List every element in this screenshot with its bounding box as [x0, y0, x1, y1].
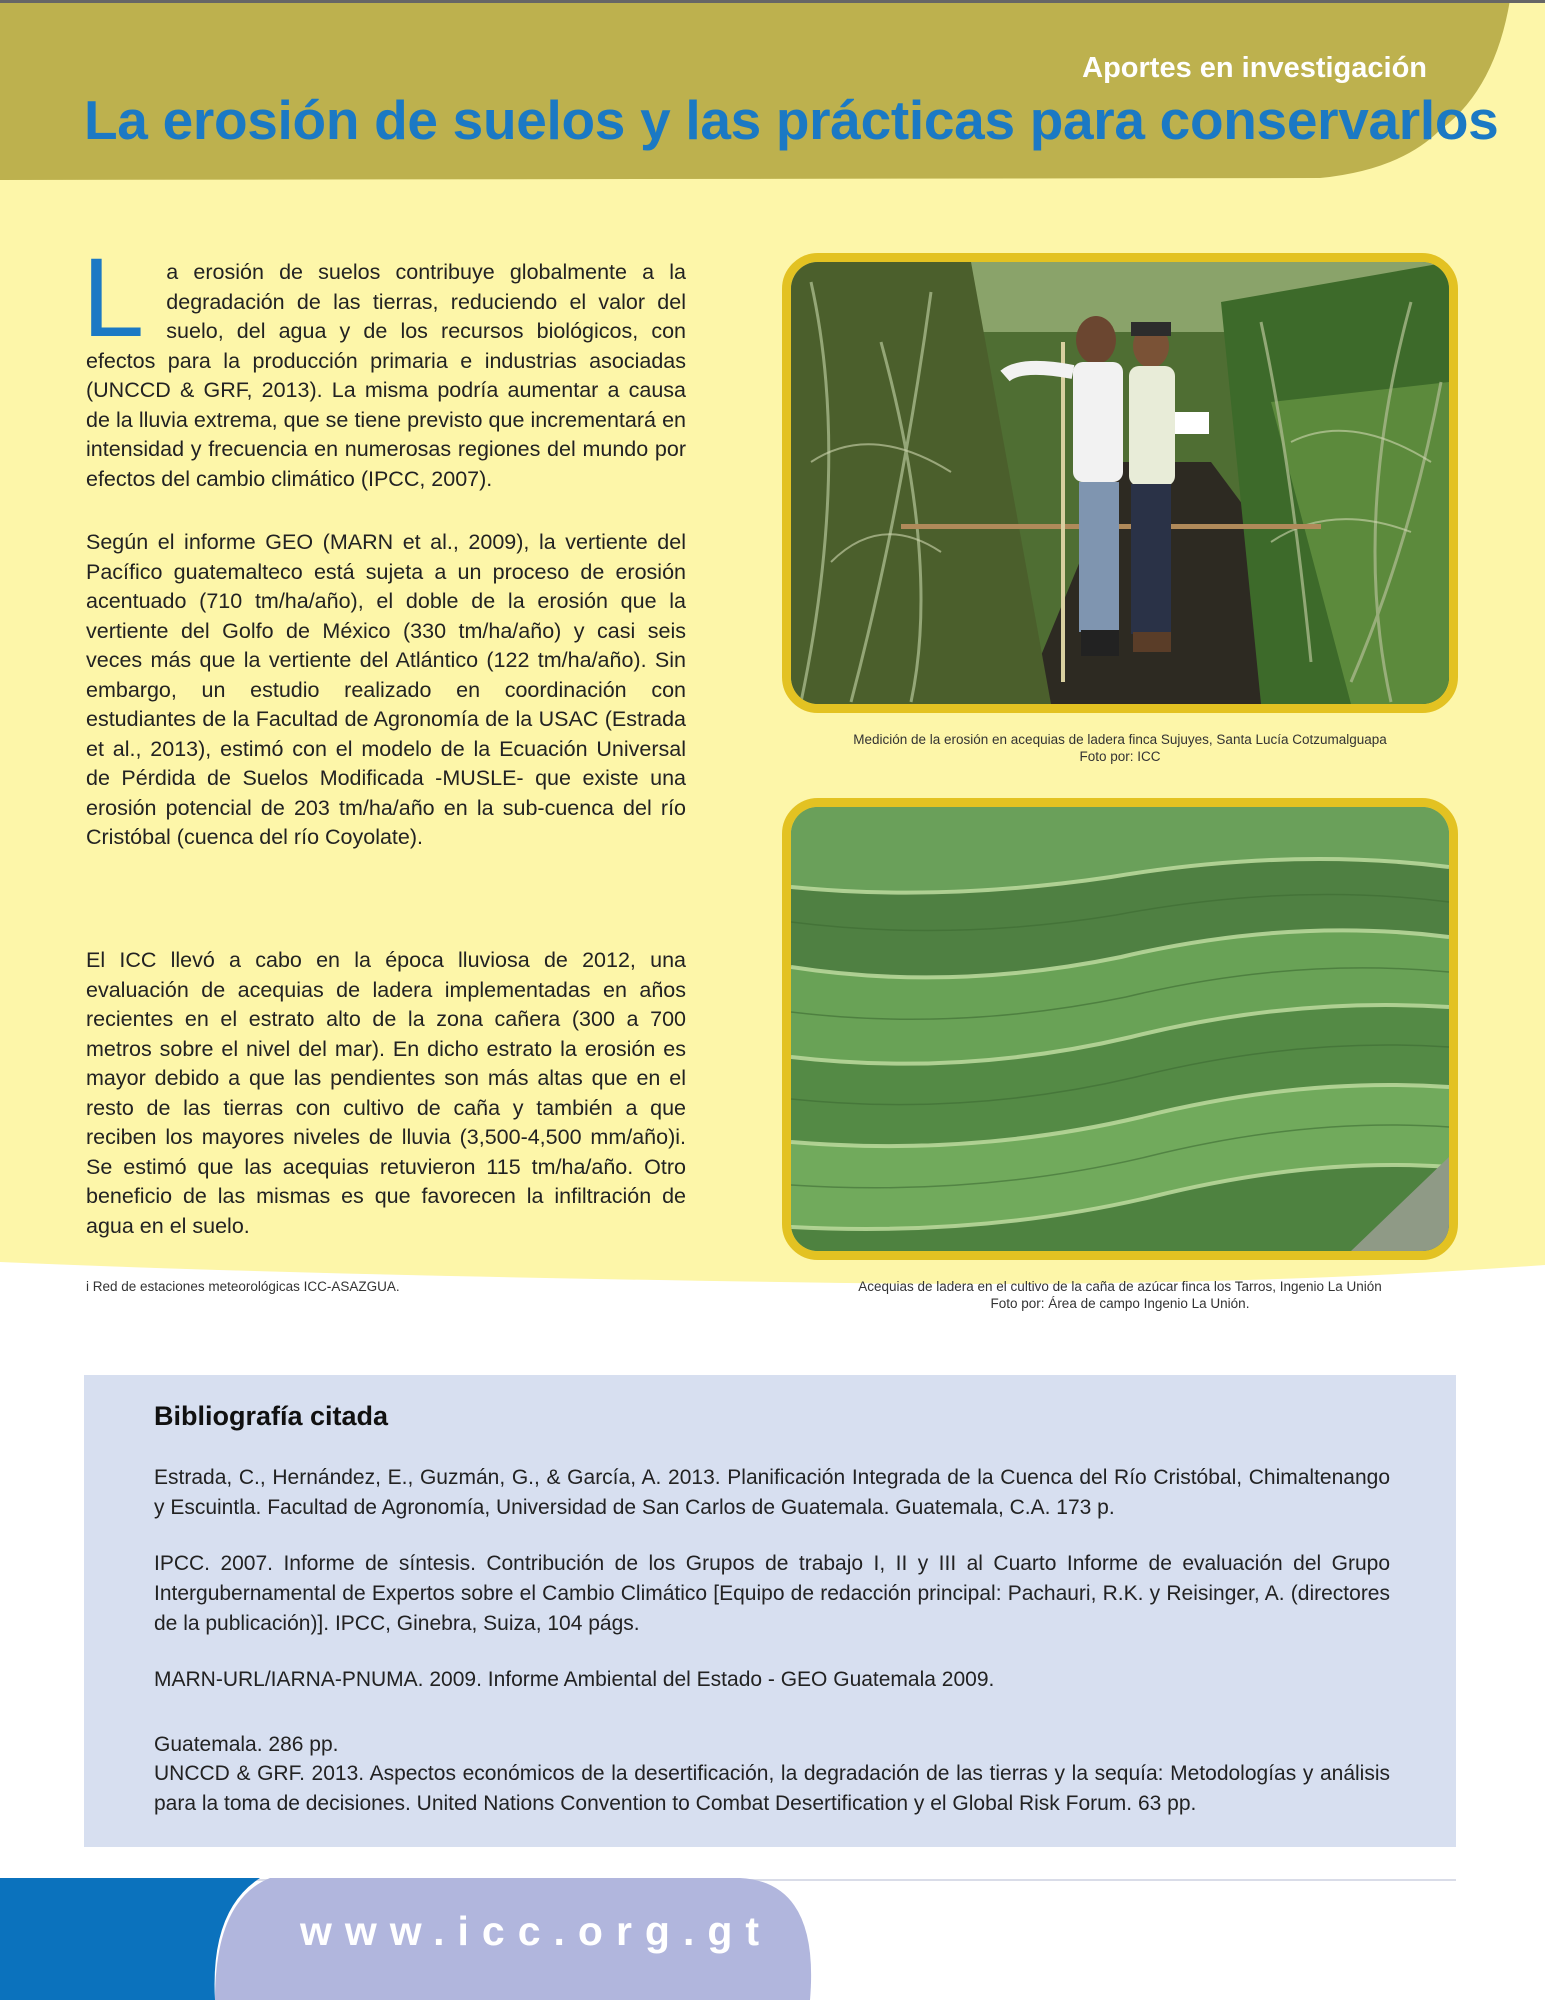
paragraph-1-text: a erosión de suelos contribuye globalmente a la degradación de las tierras, reduciendo el valor del suelo, del agua y de los recursos biológicos, con efectos para la producción primaria e industrias asociadas (UNCCD & GRF, 2013). La misma podría aumentar a causa de la lluvia extrema, que se tiene previsto que incrementará en intensidad y frecuencia en numerosas regiones del mundo por efectos del cambio climático (IPCC, 2007).	[86, 260, 686, 491]
caption-2-credit: Foto por: Área de campo Ingenio La Unión.	[990, 1296, 1250, 1311]
caption-1-credit: Foto por: ICC	[1079, 749, 1161, 764]
article-paragraph-1	[82, 235, 686, 494]
section-kicker: Aportes en investigación	[1082, 52, 1427, 84]
drop-cap: L	[82, 235, 145, 360]
footer-band	[0, 1870, 1545, 2000]
bibliography-ref: UNCCD & GRF. 2013. Aspectos económicos de la desertificación, la degradación de las tierras y la sequía: Metodologías y análisis para la toma de decisiones. United Nations Convention to Combat Desertification y el Global Risk Forum. 63 pp.	[154, 1762, 1390, 1815]
bibliography-ref: Estrada, C., Hernández, E., Guzmán, G., & García, A. 2013. Planificación Integrada de la Cuenca del Río Cristóbal, Chimaltenango y Escuintla. Facultad de Agronomía, Universidad de San Carlos de Guatemala. Guatemala, C.A. 173 p.	[154, 1466, 1390, 1519]
caption-1-line1: Medición de la erosión en acequias de ladera finca Sujuyes, Santa Lucía Cotzumalguapa	[853, 732, 1387, 747]
page-title: La erosión de suelos y las prácticas para conservarlos	[84, 89, 1499, 151]
photo-caption-1	[782, 731, 1458, 765]
bibliography-box	[84, 1375, 1456, 1847]
footnote: i Red de estaciones meteorológicas ICC-ASAZGUA.	[86, 1279, 400, 1294]
website-url[interactable]: www.icc.org.gt	[300, 1908, 773, 1954]
caption-2-line1: Acequias de ladera en el cultivo de la caña de azúcar finca los Tarros, Ingenio La Unión	[858, 1279, 1382, 1294]
article-paragraph-2: Según el informe GEO (MARN et al., 2009), la vertiente del Pacífico guatemalteco está sujeta a un proceso de erosión acentuado (710 tm/ha/año), el doble de la erosión que la vertiente del Golfo de México (330 tm/ha/año) y casi seis veces más que la vertiente del Atlántico (122 tm/ha/año). Sin embargo, un estudio realizado en coordinación con estudiantes de la Facultad de Agronomía de la USAC (Estrada et al., 2013), estimó con el modelo de la Ecuación Universal de Pérdida de Suelos Modificada -MUSLE- que existe una erosión potencial de 203 tm/ha/año en la sub-cuenca del río Cristóbal (cuenca del río Coyolate).	[86, 530, 686, 849]
bibliography-heading: Bibliografía citada	[154, 1401, 389, 1431]
bibliography-ref: IPCC. 2007. Informe de síntesis. Contribución de los Grupos de trabajo I, II y III al Cuarto Informe de evaluación del Grupo Intergubernamental de Expertos sobre el Cambio Climático [Equipo de redacción principal: Pachauri, R.K. y Reisinger, A. (directores de la publicación)]. IPCC, Ginebra, Suiza, 104 págs.	[154, 1552, 1390, 1635]
article-paragraph-3: El ICC llevó a cabo en la época lluviosa de 2012, una evaluación de acequias de ladera implementadas en años recientes en el estrato alto de la zona cañera (300 a 700 metros sobre el nivel del mar). En dicho estrato la erosión es mayor debido a que las pendientes son más altas que en el resto de las tierras con cultivo de caña y también a que reciben los mayores niveles de lluvia (3,500-4,500 mm/año)i. Se estimó que las acequias retuvieron 115 tm/ha/año. Otro beneficio de las mismas es que favorecen la infiltración de agua en el suelo.	[86, 948, 686, 1238]
photo-caption-2	[782, 1278, 1458, 1312]
photo-terraced-field	[782, 798, 1458, 1260]
bibliography-ref: Guatemala. 286 pp.	[154, 1733, 339, 1756]
bibliography-ref: MARN-URL/IARNA-PNUMA. 2009. Informe Ambiental del Estado - GEO Guatemala 2009.	[154, 1668, 995, 1691]
photo-erosion-measurement	[782, 253, 1458, 713]
